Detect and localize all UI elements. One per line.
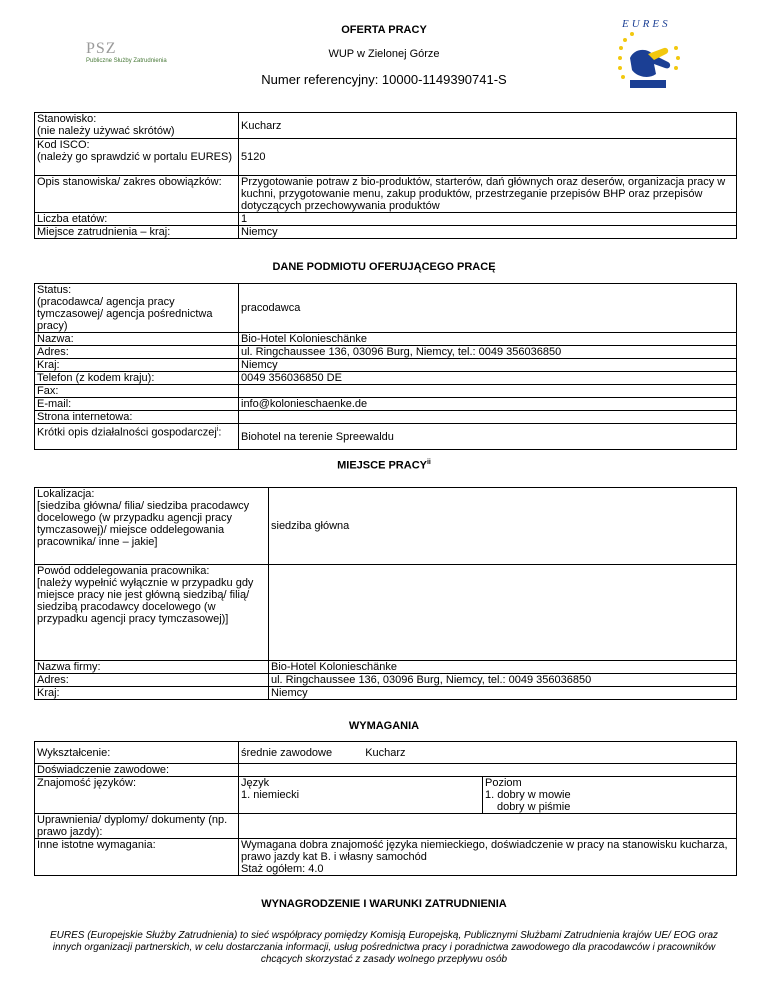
language-header: Język xyxy=(241,777,270,789)
psz-logo-subtitle: Publiczne Służby Zatrudnienia xyxy=(86,58,167,64)
company-address-value: ul. Ringchaussee 136, 03096 Burg, Niemcy, tel.: 0049 356036850 xyxy=(269,674,737,687)
education-label: Wykształcenie: xyxy=(35,742,239,764)
delegation-reason-value xyxy=(269,565,737,661)
job-title-label: Stanowisko: (nie należy używać skrótów) xyxy=(35,113,239,139)
requirements-section-title: WYMAGANIA xyxy=(348,720,420,732)
employer-website-label: Strona internetowa: xyxy=(35,411,239,424)
other-requirements-label: Inne istotne wymagania: xyxy=(35,839,239,876)
office-name: WUP w Zielonej Górze xyxy=(328,48,440,60)
eures-logo xyxy=(608,18,688,98)
psz-logo-text: PSZ xyxy=(86,40,117,57)
employment-country-value: Niemcy xyxy=(239,226,737,239)
footnote-marker: i xyxy=(216,426,219,433)
workplace-section-title xyxy=(0,459,768,472)
employer-phone-value: 0049 356036850 DE xyxy=(239,372,737,385)
table-row xyxy=(35,398,737,411)
other-requirements-cell xyxy=(239,839,737,876)
employer-business-label xyxy=(35,424,239,450)
job-description-value: Przygotowanie potraw z bio-produktów, starterów, dań głównych oraz deserów, organizacja pracy w kuchni, przygotowanie menu, zakup produktów, przestrzeganie przepisów BHP oraz przepisów dotyczących przechowywania produktów xyxy=(239,176,737,213)
isco-code-label: Kod ISCO: (należy go sprawdzić w portalu EURES) xyxy=(35,139,239,176)
table-row xyxy=(35,488,737,565)
experience-value xyxy=(239,764,737,777)
requirements-table xyxy=(34,741,737,876)
seniority-value: Staż ogółem: 4.0 xyxy=(241,863,324,875)
location-value: siedziba główna xyxy=(269,488,737,565)
employer-email-label: E-mail: xyxy=(35,398,239,411)
table-row xyxy=(35,764,737,777)
company-name-label: Nazwa firmy: xyxy=(35,661,269,674)
isco-code-value: 5120 xyxy=(239,139,737,176)
job-table xyxy=(34,112,737,239)
licenses-label: Uprawnienia/ dyplomy/ dokumenty (np. prawo jazdy): xyxy=(35,814,239,839)
table-row xyxy=(35,661,737,674)
psz-logo xyxy=(86,40,196,70)
level-line-2: dobry w piśmie xyxy=(497,801,571,813)
table-row xyxy=(35,346,737,359)
salary-section-title: WYNAGRODZENIE I WARUNKI ZATRUDNIENIA xyxy=(261,898,507,910)
employer-status-value: pracodawca xyxy=(239,284,737,333)
company-country-value: Niemcy xyxy=(269,687,737,700)
employer-status-label: Status: (pracodawca/ agencja pracy tymczasowej/ agencja pośrednictwa pracy) xyxy=(35,284,239,333)
table-row xyxy=(35,359,737,372)
location-label: Lokalizacja: [siedziba główna/ filia/ siedziba pracodawcy docelowego (w przypadku agencji pracy tymczasowej)/ miejsce oddelegowania pracownika/ inne – jakie] xyxy=(35,488,269,565)
languages-label: Znajomość języków: xyxy=(35,777,239,814)
footnote-marker: ii xyxy=(426,459,431,466)
job-description-label: Opis stanowiska/ zakres obowiązków: xyxy=(35,176,239,213)
table-row xyxy=(35,113,737,139)
employment-country-label: Miejsce zatrudnienia – kraj: xyxy=(35,226,239,239)
table-row xyxy=(35,385,737,398)
table-row xyxy=(35,674,737,687)
table-row xyxy=(35,814,737,839)
table-row xyxy=(35,565,737,661)
employer-country-label: Kraj: xyxy=(35,359,239,372)
employer-table xyxy=(34,283,737,450)
other-requirements-value: Wymagana dobra znajomość języka niemieckiego, doświadczenie w pracy na stanowisku kucharza, prawo jazdy kat B. i własny samochód xyxy=(241,839,728,863)
employer-email-value[interactable]: info@kolonieschaenke.de xyxy=(239,398,737,411)
reference-number: Numer referencyjny: 10000-1149390741-S xyxy=(261,72,507,87)
licenses-value xyxy=(239,814,737,839)
employer-address-label: Adres: xyxy=(35,346,239,359)
table-row xyxy=(35,176,737,213)
table-row xyxy=(35,777,737,814)
level-header: Poziom xyxy=(485,777,522,789)
education-field: Kucharz xyxy=(365,746,406,759)
table-row xyxy=(35,742,737,764)
language-cell xyxy=(239,777,483,814)
company-address-label: Adres: xyxy=(35,674,269,687)
workplace-table xyxy=(34,487,737,700)
table-row xyxy=(35,284,737,333)
education-value-cell xyxy=(239,742,737,764)
table-row xyxy=(35,213,737,226)
level-cell xyxy=(483,777,737,814)
table-row xyxy=(35,139,737,176)
language-value: 1. niemiecki xyxy=(241,789,300,801)
employer-phone-label: Telefon (z kodem kraju): xyxy=(35,372,239,385)
employer-section-title: DANE PODMIOTU OFERUJĄCEGO PRACĘ xyxy=(272,261,496,273)
employer-country-value: Niemcy xyxy=(239,359,737,372)
table-row xyxy=(35,424,737,450)
eures-hand-icon xyxy=(608,18,688,98)
document-title: OFERTA PRACY xyxy=(341,24,427,36)
education-value: średnie zawodowe xyxy=(241,746,333,759)
positions-count-value: 1 xyxy=(239,213,737,226)
eures-logo-text: EURES xyxy=(622,18,671,30)
employer-website-value xyxy=(239,411,737,424)
employer-address-value: ul. Ringchaussee 136, 03096 Burg, Niemcy, tel.: 0049 356036850 xyxy=(239,346,737,359)
employer-fax-label: Fax: xyxy=(35,385,239,398)
table-row xyxy=(35,411,737,424)
positions-count-label: Liczba etatów: xyxy=(35,213,239,226)
employer-business-label-suffix: : xyxy=(218,426,222,439)
employer-business-value: Biohotel na terenie Spreewaldu xyxy=(239,424,737,450)
employer-name-value: Bio-Hotel Kolonieschänke xyxy=(239,333,737,346)
workplace-section-title-text: MIEJSCE PRACY xyxy=(337,459,427,472)
table-row xyxy=(35,372,737,385)
delegation-reason-label: Powód oddelegowania pracownika: [należy wypełnić wyłącznie w przypadku gdy miejsce pracy nie jest główną siedzibą/ filią/ siedzibą pracodawcy docelowego (w przypadku agencji pracy tymczasowej)] xyxy=(35,565,269,661)
employer-name-label: Nazwa: xyxy=(35,333,239,346)
company-name-value: Bio-Hotel Kolonieschänke xyxy=(269,661,737,674)
table-row xyxy=(35,839,737,876)
employer-business-label-text: Krótki opis działalności gospodarczej xyxy=(37,426,217,439)
employer-fax-value xyxy=(239,385,737,398)
footer-note: EURES (Europejskie Służby Zatrudnienia) to sieć współpracy pomiędzy Komisją Europejską, Publicznymi Służbami Zatrudnienia krajów UE/ EOG oraz innych organizacji partnerskich, w celu dostarczania informacji, usług pośrednictwa pracy i poradnictwa zawodowego dla pracodawców i pracowników chcących skorzystać z zasady wolnego przepływu osób xyxy=(49,930,719,965)
level-line-1: 1. dobry w mowie xyxy=(485,789,571,801)
table-row xyxy=(35,333,737,346)
table-row xyxy=(35,226,737,239)
table-row xyxy=(35,687,737,700)
job-title-value: Kucharz xyxy=(239,113,737,139)
experience-label: Doświadczenie zawodowe: xyxy=(35,764,239,777)
company-country-label: Kraj: xyxy=(35,687,269,700)
